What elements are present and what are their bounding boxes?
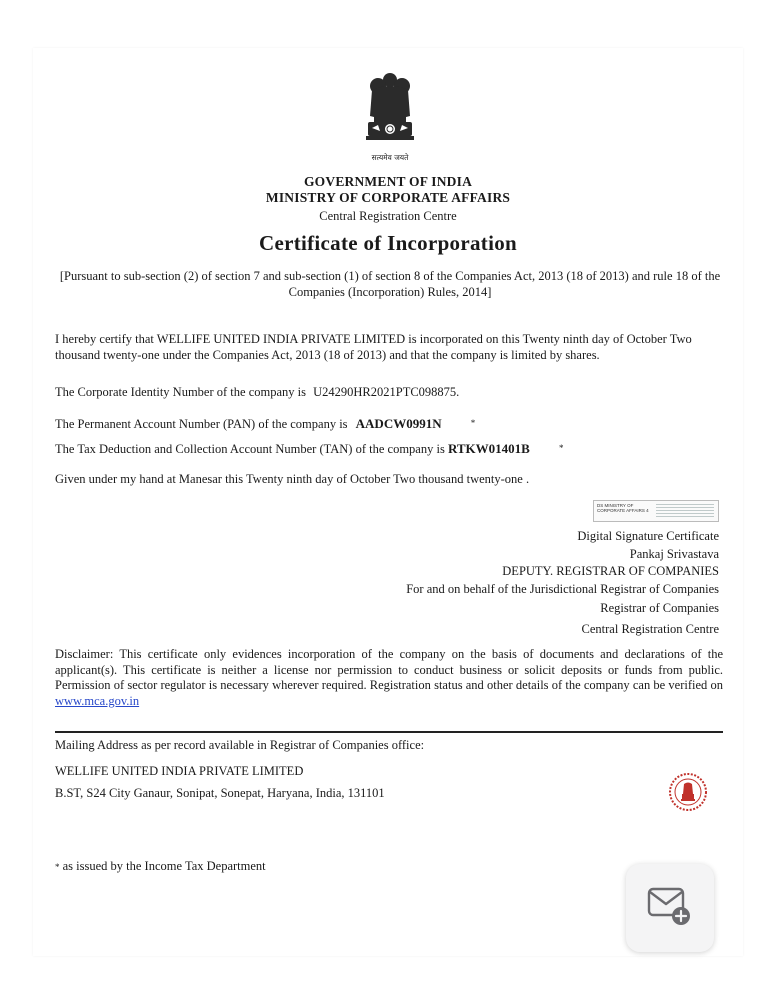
certify-paragraph: I hereby certify that WELLIFE UNITED INDIA PRIVATE LIMITED is incorporated on this Twenty ninth day of October Two thousand twenty-one under the Companies Act, 2013 (18 of 2013) and that the company is limited by shares. [55,332,692,362]
centre-heading: Central Registration Centre [319,209,457,223]
digital-stamp-text: DS MINISTRY OF CORPORATE AFFAIRS 4 [597,503,649,513]
state-emblem-icon [358,68,422,168]
mailing-company: WELLIFE UNITED INDIA PRIVATE LIMITED [55,764,304,778]
footnote-text: as issued by the Income Tax Department [62,859,266,873]
pan-value: AADCW0991N [355,416,442,431]
signature-line-4: For and on behalf of the Jurisdictional Registrar of Companies [406,581,719,596]
certificate-page [33,48,743,956]
mail-add-icon [646,886,694,930]
signature-line-2: Pankaj Srivastava [629,546,719,561]
signature-line-1: Digital Signature Certificate [577,529,719,543]
mca-seal-icon [668,772,708,812]
digital-stamp-lines [656,504,714,518]
disclaimer-paragraph [55,647,723,709]
cin-value: U24290HR2021PTC098875. [313,385,460,399]
pan-line [55,416,725,433]
cin-line [55,385,725,401]
certificate-title: Certificate of Incorporation [259,231,517,255]
section-divider [55,731,723,733]
mail-add-button[interactable] [626,864,714,952]
tan-line [55,441,725,458]
footnote [55,859,266,874]
mailing-address: B.ST, S24 City Ganaur, Sonipat, Sonepat, Haryana, India, 131101 [55,786,385,800]
signature-line-3: DEPUTY. REGISTRAR OF COMPANIES [502,564,719,578]
tan-asterisk: * [558,443,564,453]
signature-line-5: Registrar of Companies [600,601,719,615]
svg-text:सत्यमेव जयते: सत्यमेव जयते [371,153,409,162]
cin-label: The Corporate Identity Number of the company is [55,385,306,399]
disclaimer-text: Disclaimer: This certificate only evidences incorporation of the company on the basis of documents and declarations of the applicant(s). This certificate is neither a license nor permission to conduct business or solicit deposits or funds from public. Permission of sector regulator is necessary wherever required. Registration status and other details of the company can be verified on [55,647,723,692]
given-paragraph: Given under my hand at Manesar this Twenty ninth day of October Two thousand twenty-one . [55,472,530,486]
footnote-asterisk: * [55,862,60,873]
digital-signature-stamp [593,500,719,522]
tan-label: The Tax Deduction and Collection Account Number (TAN) of the company is [55,442,445,456]
pan-asterisk: * [470,418,476,428]
signature-block [406,528,719,638]
signature-line-6: Central Registration Centre [581,621,719,636]
mca-link[interactable]: www.mca.gov.in [55,693,140,708]
ministry-heading: MINISTRY OF CORPORATE AFFAIRS [265,190,511,205]
tan-value: RTKW01401B [447,441,530,456]
pan-label: The Permanent Account Number (PAN) of the company is [55,417,348,431]
mailing-heading: Mailing Address as per record available in Registrar of Companies office: [55,738,425,752]
pursuant-text: [Pursuant to sub-section (2) of section 7 and sub-section (1) of section 8 of the Companies Act, 2013 (18 of 2013) and rule 18 of the Companies (Incorporation) Rules, 2014] [59,269,721,299]
government-heading: GOVERNMENT OF INDIA [303,174,473,189]
